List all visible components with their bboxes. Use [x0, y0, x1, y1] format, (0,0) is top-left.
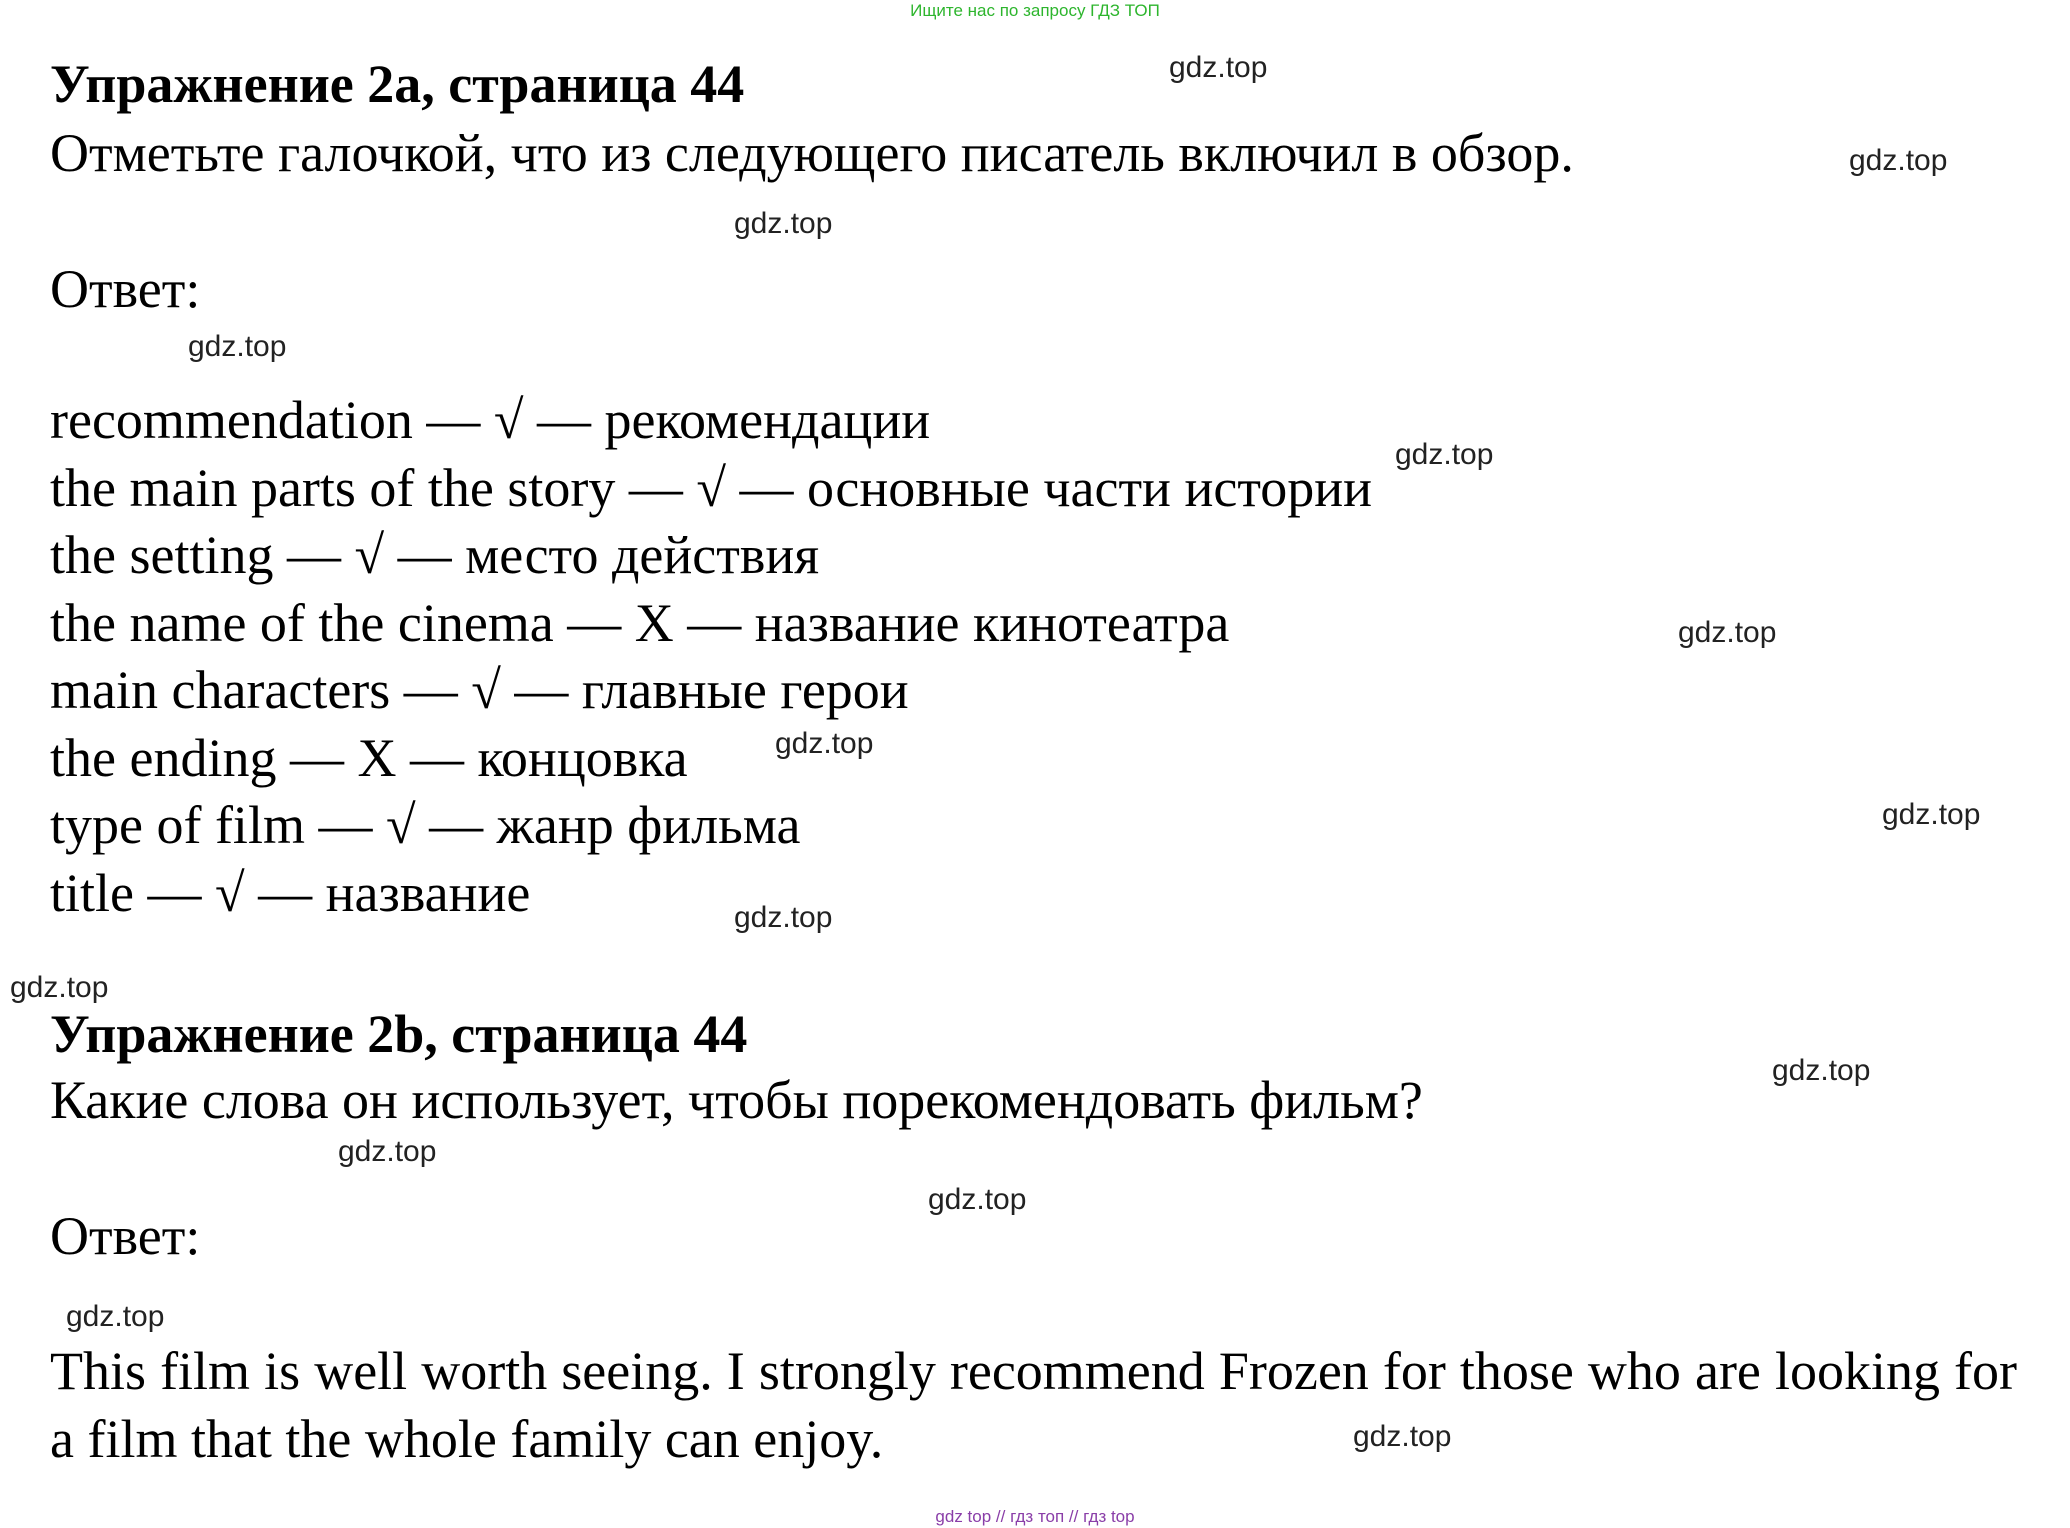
- top-banner: Ищите нас по запросу ГДЗ ТОП: [910, 1, 1160, 20]
- exercise-2a-answer-list: [50, 387, 1372, 927]
- watermark-text: gdz.top: [1169, 51, 1268, 84]
- exercise-2a-instruction: Отметьте галочкой, что из следующего писатель включил в обзор.: [50, 123, 1574, 183]
- watermark-text: gdz.top: [1395, 438, 1494, 471]
- watermark-text: gdz.top: [734, 901, 833, 934]
- watermark-text: gdz.top: [1882, 798, 1981, 831]
- exercise-2b-question: Какие слова он использует, чтобы порекомендовать фильм?: [50, 1070, 1423, 1130]
- answer-item: the setting — √ — место действия: [50, 525, 820, 585]
- watermark-text: gdz.top: [188, 330, 287, 363]
- exercise-2a-title: Упражнение 2a, страница 44: [50, 54, 745, 114]
- exercise-2b-answer-text: This film is well worth seeing. I strongly recommend Frozen for those who are looking for a film that the whole family can enjoy.: [50, 1341, 2017, 1469]
- answer-item: the ending — X — концовка: [50, 727, 688, 788]
- answer-item: the name of the cinema — X — название кинотеатра: [50, 592, 1230, 653]
- watermark-text: gdz.top: [10, 971, 109, 1004]
- exercise-2b-title: Упражнение 2b, страница 44: [50, 1004, 748, 1064]
- watermark-text: gdz.top: [1849, 144, 1948, 177]
- answer-item: the main parts of the story — √ — основные части истории: [50, 457, 1372, 518]
- answer-item: type of film — √ — жанр фильма: [50, 795, 801, 855]
- bottom-banner: gdz top // гдз топ // гдз top: [935, 1507, 1135, 1526]
- answer-item: recommendation — √ — рекомендации: [50, 390, 931, 450]
- answer-item: main characters — √ — главные герои: [50, 660, 909, 720]
- watermark-text: gdz.top: [928, 1183, 1027, 1216]
- exercise-2b-answer-label: Ответ:: [50, 1206, 201, 1266]
- watermark-text: gdz.top: [1678, 616, 1777, 649]
- watermark-text: gdz.top: [338, 1135, 437, 1168]
- exercise-2a-answer-label: Ответ:: [50, 259, 201, 319]
- watermark-text: gdz.top: [66, 1300, 165, 1333]
- watermark-text: gdz.top: [1772, 1054, 1871, 1087]
- watermark-text: gdz.top: [1353, 1420, 1452, 1453]
- watermark-text: gdz.top: [775, 727, 874, 760]
- answer-item: title — √ — название: [50, 862, 531, 923]
- watermark-text: gdz.top: [734, 207, 833, 240]
